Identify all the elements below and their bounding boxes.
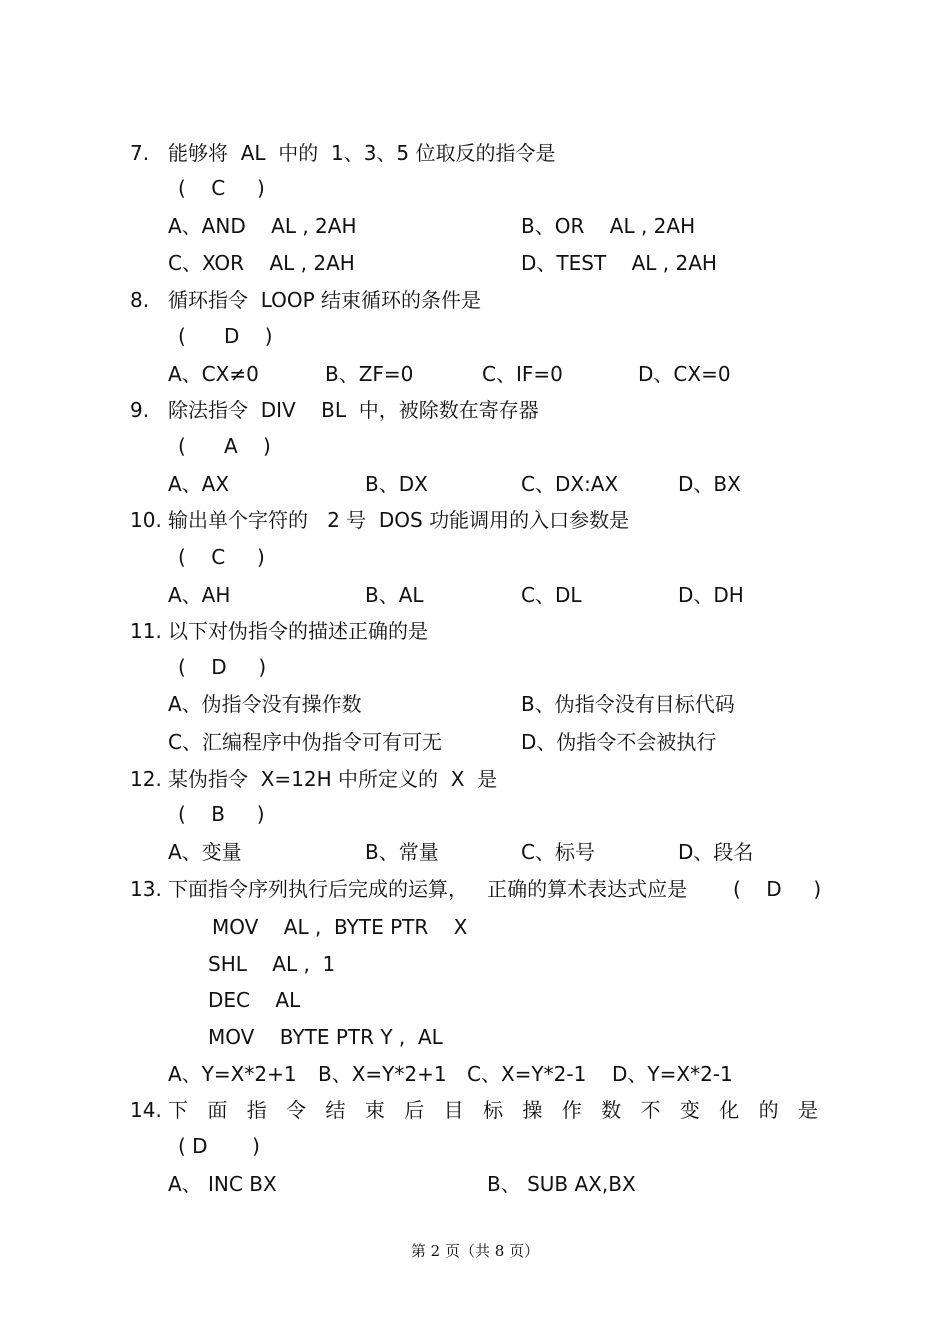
code-line: MOV AL , BYTE PTR X (212, 915, 468, 939)
stem-char: 令 (286, 1098, 307, 1122)
option: C、IF=0 (482, 362, 563, 386)
stem-char: 化 (719, 1098, 740, 1122)
option: B、ZF=0 (325, 362, 414, 386)
stem-char: 下 (168, 1098, 188, 1122)
question-number: 10. (130, 508, 162, 532)
answer-bracket: ( D ) (733, 877, 822, 901)
option: C、XOR AL , 2AH (168, 251, 355, 275)
answer-bracket: ( D ) (178, 324, 273, 348)
question-stem: 循环指令 LOOP 结束循环的条件是 (168, 288, 482, 312)
answer-bracket: ( A ) (178, 434, 271, 458)
question-stem: 某伪指令 X=12H 中所定义的 X 是 (168, 767, 498, 791)
code-line: SHL AL , 1 (208, 952, 336, 976)
page-footer: 第 2 页（共 8 页） (410, 1242, 540, 1260)
stem-char: 目 (443, 1098, 464, 1122)
stem-char: 变 (679, 1098, 700, 1122)
option: C、汇编程序中伪指令可有可无 (168, 730, 442, 754)
option: B、X=Y*2+1 (318, 1062, 447, 1086)
option: D、段名 (678, 840, 754, 864)
stem-char: 作 (561, 1098, 582, 1122)
stem-char: 操 (522, 1098, 543, 1122)
stem-char: 是 (798, 1098, 818, 1122)
option: A、Y=X*2+1 (168, 1062, 297, 1086)
option: D、伪指令不会被执行 (521, 730, 717, 754)
code-line: DEC AL (208, 988, 301, 1012)
question-number: 14. (130, 1098, 162, 1122)
option: C、X=Y*2-1 (467, 1062, 587, 1086)
question-number: 11. (130, 619, 162, 643)
option: A、AX (168, 472, 230, 496)
question-number: 9. (130, 398, 150, 422)
option: B、OR AL , 2AH (521, 214, 696, 238)
stem-char: 数 (601, 1098, 622, 1122)
answer-bracket: ( D ) (178, 1134, 260, 1158)
option: B、AL (365, 583, 424, 607)
option: D、DH (678, 583, 744, 607)
stem-char: 后 (404, 1098, 425, 1122)
answer-bracket: ( C ) (178, 176, 265, 200)
question-stem: 除法指令 DIV BL 中，被除数在寄存器 (168, 398, 539, 422)
option: D、TEST AL , 2AH (521, 251, 717, 275)
question-stem (168, 1098, 818, 1122)
question-number: 12. (130, 767, 162, 791)
stem-char: 不 (640, 1098, 661, 1122)
option: D、Y=X*2-1 (612, 1062, 733, 1086)
question-number: 13. (130, 877, 162, 901)
question-number: 7. (130, 141, 150, 165)
option: B、伪指令没有目标代码 (521, 692, 735, 716)
code-line: MOV BYTE PTR Y , AL (208, 1025, 443, 1049)
answer-bracket: ( D ) (178, 655, 267, 679)
option: C、标号 (521, 840, 595, 864)
option: C、DL (521, 583, 582, 607)
stem-char: 结 (325, 1098, 346, 1122)
option: D、CX=0 (638, 362, 731, 386)
answer-bracket: ( B ) (178, 802, 265, 826)
option: B、常量 (365, 840, 439, 864)
option: A、 INC BX (168, 1172, 277, 1196)
question-stem: 输出单个字符的 2 号 DOS 功能调用的入口参数是 (168, 508, 630, 532)
question-number: 8. (130, 288, 150, 312)
question-stem: 能够将 AL 中的 1、3、5 位取反的指令是 (168, 141, 556, 165)
option: B、DX (365, 472, 428, 496)
stem-char: 指 (246, 1098, 267, 1122)
option: B、 SUB AX,BX (487, 1172, 636, 1196)
question-stem: 以下对伪指令的描述正确的是 (168, 619, 428, 643)
option: D、BX (678, 472, 741, 496)
question-stem: 下面指令序列执行后完成的运算， 正确的算术表达式应是 (168, 877, 688, 901)
option: A、AH (168, 583, 231, 607)
option: A、AND AL , 2AH (168, 214, 357, 238)
option: A、CX≠0 (168, 362, 259, 386)
option: A、变量 (168, 840, 242, 864)
option: C、DX:AX (521, 472, 619, 496)
stem-char: 面 (207, 1098, 228, 1122)
stem-char: 的 (758, 1098, 779, 1122)
answer-bracket: ( C ) (178, 545, 265, 569)
stem-char: 束 (364, 1098, 385, 1122)
stem-char: 标 (483, 1098, 503, 1122)
option: A、伪指令没有操作数 (168, 692, 362, 716)
